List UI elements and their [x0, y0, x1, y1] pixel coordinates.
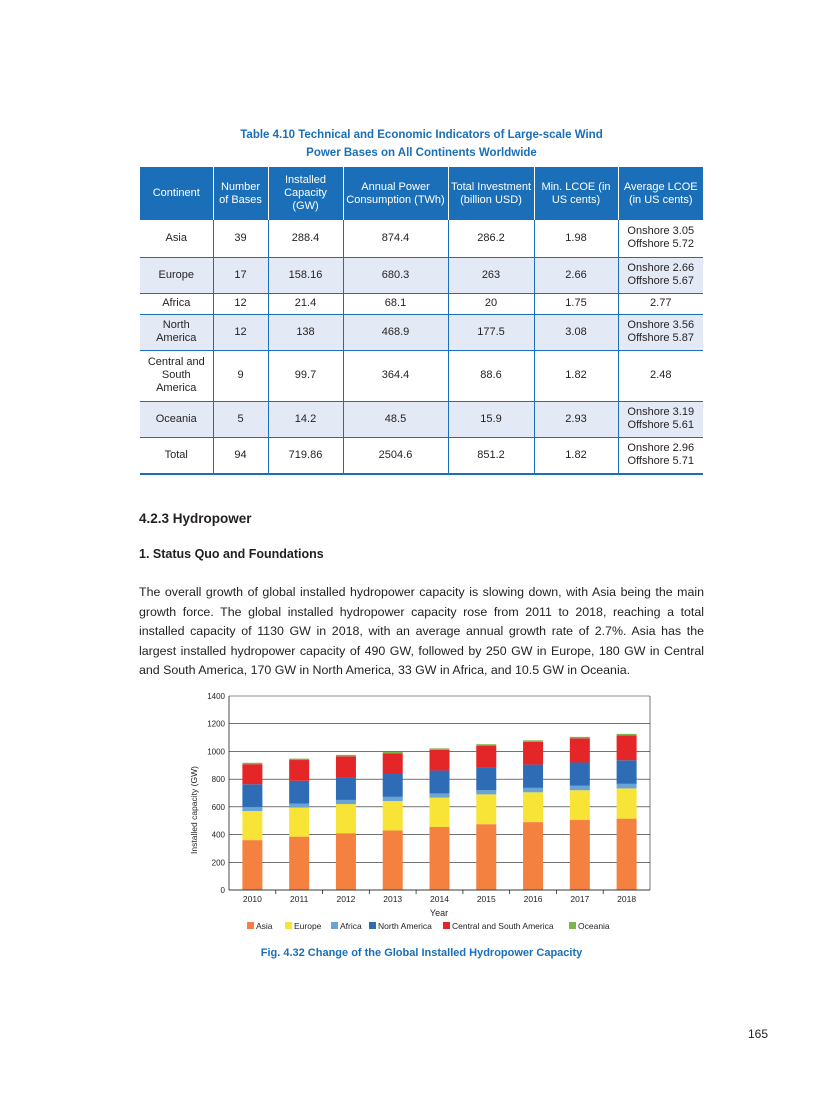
cell-continent: Africa — [140, 293, 213, 314]
bar-segment-central-and-south-america — [476, 746, 496, 767]
bar-segment-north-america — [289, 781, 309, 804]
cell-investment: 177.5 — [448, 314, 534, 350]
y-tick-label: 200 — [211, 858, 225, 868]
cell-continent: Asia — [140, 220, 213, 257]
table-row — [140, 314, 703, 350]
cell-continent: Europe — [140, 257, 213, 293]
legend-label: Europe — [294, 921, 322, 931]
bar-segment-europe — [617, 788, 637, 818]
x-tick-label: 2010 — [242, 894, 262, 904]
paragraph-body: The global installed hydropower capacity rose from 2011 to 2018, reaching a total installed capacity of 1130 GW in 2018, with an average annual growth rate of 2.7%. Asia has the largest installed hydropower capacity of 490 GW, followed by 250 GW in Europe, 180 GW in Central and South America, 170 GW in North America, 33 GW in Africa, and 10.5 GW in Oceania. — [139, 604, 704, 677]
cell-investment: 15.9 — [448, 401, 534, 437]
bar-segment-asia — [617, 819, 637, 890]
y-tick-label: 1200 — [207, 719, 225, 729]
cell-investment: 20 — [448, 293, 534, 314]
bar-segment-oceania — [476, 744, 496, 745]
cell-avg-lcoe — [618, 220, 703, 257]
cell-min-lcoe: 1.82 — [534, 350, 618, 401]
cell-investment: 263 — [448, 257, 534, 293]
col-header: Installed Capacity (GW) — [268, 167, 343, 220]
subsection-heading: 1. Status Quo and Foundations — [139, 547, 324, 561]
bar-segment-north-america — [383, 774, 403, 797]
chart-bars — [242, 734, 636, 890]
cell-investment: 88.6 — [448, 350, 534, 401]
legend-label: Central and South America — [452, 921, 554, 931]
cell-investment: 851.2 — [448, 437, 534, 474]
bar-segment-europe — [430, 798, 450, 827]
table-row — [140, 401, 703, 437]
legend-swatch — [443, 922, 450, 929]
cell-min-lcoe: 2.93 — [534, 401, 618, 437]
cell-continent: North America — [140, 314, 213, 350]
table-header-row — [140, 167, 703, 220]
body-paragraph — [139, 583, 704, 681]
y-tick-label: 1400 — [207, 692, 225, 701]
figure-caption: Fig. 4.32 Change of the Global Installed Hydropower Capacity — [260, 947, 583, 959]
cell-avg-lcoe — [618, 437, 703, 474]
bar-segment-europe — [242, 811, 262, 840]
x-tick-label: 2013 — [383, 894, 403, 904]
table-row — [140, 257, 703, 293]
bar-segment-oceania — [430, 748, 450, 749]
bar-segment-europe — [523, 792, 543, 822]
bar-segment-asia — [383, 830, 403, 890]
bar-segment-europe — [570, 790, 590, 820]
x-tick-label: 2011 — [290, 894, 309, 904]
bar-segment-asia — [289, 837, 309, 890]
bar-segment-oceania — [242, 763, 262, 764]
cell-capacity: 138 — [268, 314, 343, 350]
cell-investment: 286.2 — [448, 220, 534, 257]
table-caption-line1: Table 4.10 Technical and Economic Indicators of Large-scale Wind — [240, 129, 603, 141]
chart-x-ticks — [229, 890, 650, 904]
avg-lcoe-onshore: Onshore 3.19 — [627, 406, 695, 418]
cell-bases: 39 — [213, 220, 268, 257]
paragraph-lead: The overall growth of global installed hydropower capacity is slowing down, with Asia being the main growth force. — [139, 585, 704, 619]
bar-segment-asia — [242, 840, 262, 890]
bar-segment-central-and-south-america — [617, 735, 637, 760]
bar-segment-africa — [289, 804, 309, 808]
legend-swatch — [569, 922, 576, 929]
bar-segment-central-and-south-america — [289, 760, 309, 781]
col-header: Min. LCOE (in US cents) — [534, 167, 618, 220]
legend-swatch — [285, 922, 292, 929]
wind-bases-table — [140, 167, 703, 475]
y-tick-label: 400 — [211, 830, 225, 840]
col-header: Annual Power Consumption (TWh) — [343, 167, 448, 220]
y-tick-label: 600 — [211, 802, 225, 812]
bar-segment-north-america — [430, 771, 450, 794]
bar-segment-north-america — [242, 784, 262, 807]
x-tick-label: 2016 — [523, 894, 543, 904]
section-heading: 4.2.3 Hydropower — [139, 511, 252, 526]
avg-lcoe-offshore: Offshore 5.61 — [627, 419, 694, 431]
cell-avg-lcoe: 2.48 — [618, 350, 703, 401]
legend-label: North America — [378, 921, 432, 931]
x-tick-label: 2014 — [430, 894, 449, 904]
cell-capacity: 99.7 — [268, 350, 343, 401]
bar-segment-europe — [476, 794, 496, 824]
bar-segment-oceania — [383, 752, 403, 753]
cell-min-lcoe: 1.82 — [534, 437, 618, 474]
cell-capacity: 21.4 — [268, 293, 343, 314]
avg-lcoe-onshore: Onshore 3.56 — [627, 319, 695, 331]
cell-min-lcoe: 1.75 — [534, 293, 618, 314]
table-caption — [140, 126, 703, 162]
cell-min-lcoe: 2.66 — [534, 257, 618, 293]
chart-x-label: Year — [429, 908, 449, 918]
bar-segment-africa — [430, 793, 450, 797]
bar-segment-europe — [289, 808, 309, 837]
bar-segment-africa — [570, 786, 590, 790]
col-header: Number of Bases — [213, 167, 268, 220]
cell-consumption: 680.3 — [343, 257, 448, 293]
legend-swatch — [331, 922, 338, 929]
cell-consumption: 68.1 — [343, 293, 448, 314]
cell-min-lcoe: 3.08 — [534, 314, 618, 350]
avg-lcoe-offshore: Offshore 5.72 — [627, 238, 694, 251]
bar-segment-central-and-south-america — [523, 742, 543, 765]
table-caption-line2: Power Bases on All Continents Worldwide — [306, 147, 537, 159]
legend-label: Asia — [256, 921, 273, 931]
cell-capacity: 288.4 — [268, 220, 343, 257]
x-tick-label: 2018 — [617, 894, 637, 904]
chart-legend — [247, 921, 610, 931]
cell-bases: 12 — [213, 314, 268, 350]
cell-bases: 12 — [213, 293, 268, 314]
table-row-total — [140, 437, 703, 474]
bar-segment-oceania — [570, 737, 590, 738]
bar-segment-oceania — [617, 734, 637, 735]
bar-segment-oceania — [523, 740, 543, 741]
cell-consumption: 2504.6 — [343, 437, 448, 474]
y-tick-label: 800 — [211, 775, 225, 785]
table-row — [140, 220, 703, 257]
cell-consumption: 364.4 — [343, 350, 448, 401]
cell-bases: 94 — [213, 437, 268, 474]
bar-segment-asia — [430, 827, 450, 890]
legend-swatch — [369, 922, 376, 929]
bar-segment-africa — [617, 784, 637, 789]
chart-y-label: Installed capacity (GW) — [189, 766, 199, 854]
cell-bases: 9 — [213, 350, 268, 401]
avg-lcoe-offshore: Offshore 5.67 — [627, 275, 694, 287]
bar-segment-asia — [570, 820, 590, 890]
cell-capacity: 158.16 — [268, 257, 343, 293]
cell-min-lcoe: 1.98 — [534, 220, 618, 257]
cell-bases: 5 — [213, 401, 268, 437]
bar-segment-central-and-south-america — [336, 756, 356, 777]
avg-lcoe-onshore: Onshore 2.96 — [627, 442, 695, 455]
col-header: Average LCOE (in US cents) — [618, 167, 703, 220]
avg-lcoe-onshore: Onshore 3.05 — [627, 225, 695, 238]
table-row — [140, 350, 703, 401]
bar-segment-north-america — [523, 765, 543, 788]
cell-avg-lcoe: 2.77 — [618, 293, 703, 314]
cell-consumption: 48.5 — [343, 401, 448, 437]
bar-segment-north-america — [617, 760, 637, 784]
x-tick-label: 2017 — [570, 894, 590, 904]
bar-segment-africa — [476, 790, 496, 794]
cell-avg-lcoe — [618, 401, 703, 437]
bar-segment-central-and-south-america — [430, 750, 450, 771]
bar-segment-asia — [476, 824, 496, 890]
cell-avg-lcoe — [618, 314, 703, 350]
bar-segment-central-and-south-america — [383, 753, 403, 774]
bar-segment-asia — [523, 822, 543, 890]
bar-segment-central-and-south-america — [570, 738, 590, 762]
cell-bases: 17 — [213, 257, 268, 293]
avg-lcoe-offshore: Offshore 5.87 — [627, 332, 694, 344]
bar-segment-north-america — [570, 763, 590, 786]
bar-segment-oceania — [289, 759, 309, 760]
legend-label: Africa — [340, 921, 362, 931]
cell-capacity: 719.86 — [268, 437, 343, 474]
cell-continent: Central and South America — [140, 350, 213, 401]
table-row — [140, 293, 703, 314]
cell-consumption: 874.4 — [343, 220, 448, 257]
y-tick-label: 0 — [220, 886, 225, 895]
bar-segment-europe — [336, 804, 356, 833]
bar-segment-africa — [242, 807, 262, 811]
col-header: Total Investment (billion USD) — [448, 167, 534, 220]
cell-capacity: 14.2 — [268, 401, 343, 437]
x-tick-label: 2015 — [476, 894, 496, 904]
bar-segment-oceania — [336, 755, 356, 756]
bar-segment-central-and-south-america — [242, 764, 262, 784]
page-number: 165 — [748, 1027, 769, 1041]
y-tick-label: 1000 — [207, 747, 225, 757]
col-header: Continent — [140, 167, 213, 220]
legend-swatch — [247, 922, 254, 929]
bar-segment-africa — [383, 797, 403, 801]
bar-segment-north-america — [336, 777, 356, 800]
chart-y-ticks — [207, 692, 225, 895]
hydropower-capacity-chart — [185, 690, 655, 940]
cell-avg-lcoe — [618, 257, 703, 293]
avg-lcoe-offshore: Offshore 5.71 — [627, 455, 694, 468]
cell-consumption: 468.9 — [343, 314, 448, 350]
avg-lcoe-onshore: Onshore 2.66 — [627, 262, 695, 274]
bar-segment-north-america — [476, 767, 496, 790]
x-tick-label: 2012 — [336, 894, 356, 904]
bar-segment-africa — [336, 800, 356, 804]
bar-segment-africa — [523, 788, 543, 792]
legend-label: Oceania — [578, 921, 610, 931]
bar-segment-europe — [383, 801, 403, 830]
bar-segment-asia — [336, 833, 356, 890]
cell-continent: Oceania — [140, 401, 213, 437]
cell-continent: Total — [140, 437, 213, 474]
